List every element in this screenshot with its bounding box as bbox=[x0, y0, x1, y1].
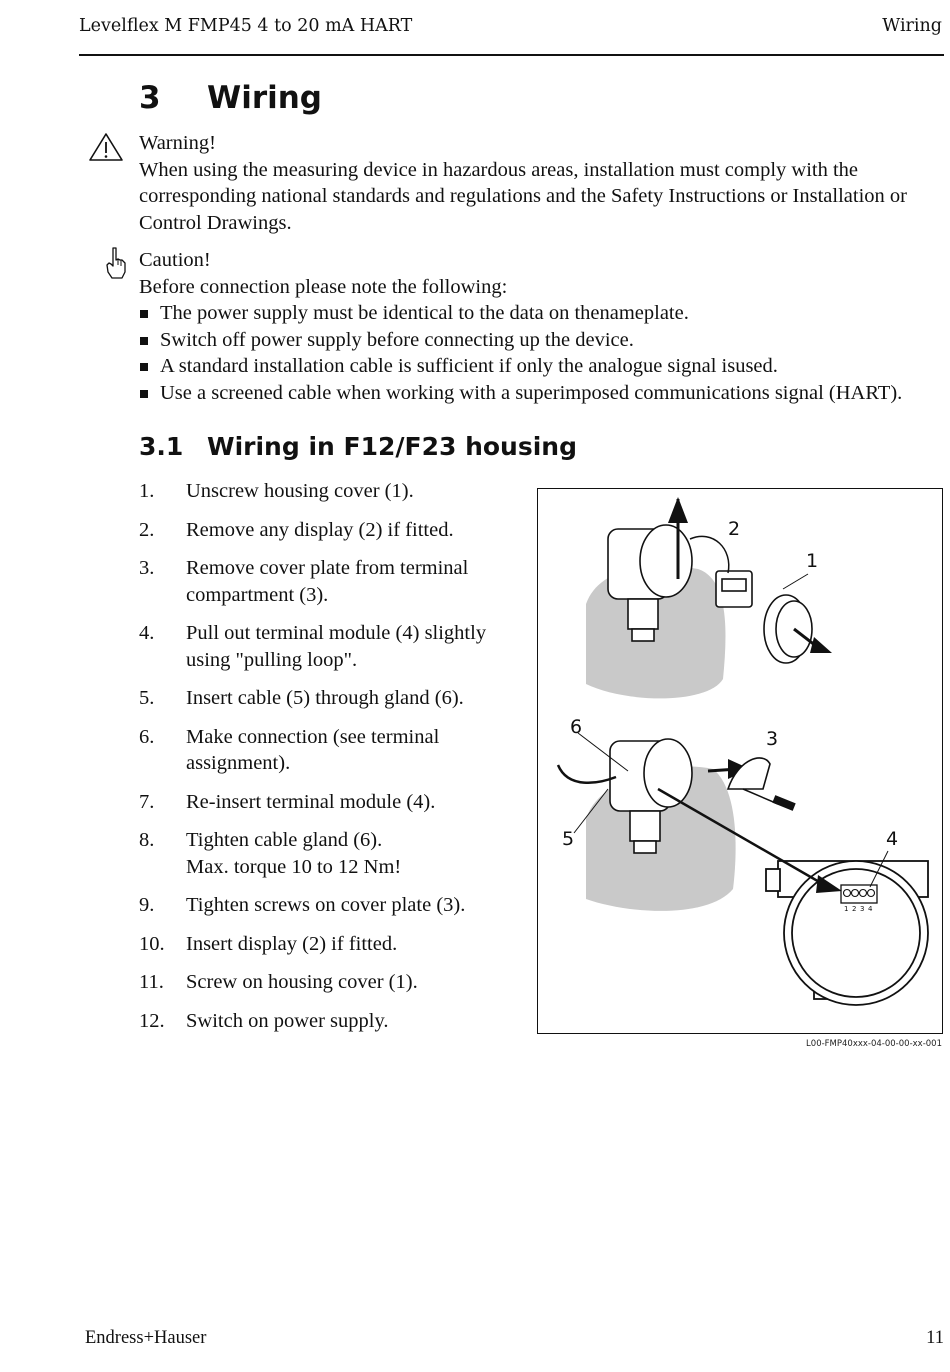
running-header-title: Levelflex M FMP45 4 to 20 mA HART bbox=[79, 16, 413, 36]
caution-intro: Before connection please note the following: bbox=[139, 275, 508, 298]
wiring-steps-list bbox=[139, 478, 519, 1046]
step-item: 1. Unscrew housing cover (1). bbox=[139, 480, 414, 502]
step-item: 5. Insert cable (5) through gland (6). bbox=[139, 687, 464, 709]
wiring-illustration bbox=[538, 489, 942, 1033]
display-module bbox=[716, 571, 752, 607]
section-heading bbox=[139, 432, 577, 461]
bullet-square-icon bbox=[140, 363, 148, 371]
chapter-number: 3 bbox=[139, 80, 161, 116]
caution-list bbox=[139, 300, 939, 406]
step-item: 11. Screw on housing cover (1). bbox=[139, 971, 418, 993]
caution-title: Caution! bbox=[139, 249, 211, 271]
list-item: Use a screened cable when working with a superimposed communications signal (HART). bbox=[139, 380, 939, 407]
wiring-figure bbox=[537, 488, 943, 1034]
step-item: 2. Remove any display (2) if fitted. bbox=[139, 518, 454, 541]
bullet-square-icon bbox=[140, 310, 148, 318]
housing-cover bbox=[764, 595, 812, 663]
list-item: A standard installation cable is sufficient if only the analogue signal isused. bbox=[139, 353, 939, 380]
bullet-square-icon bbox=[140, 390, 148, 398]
terminal-number-2: 2 bbox=[852, 905, 857, 913]
pointing-hand-icon bbox=[104, 246, 128, 280]
chapter-title: Wiring bbox=[207, 80, 322, 116]
step-item: 10. Insert display (2) if fitted. bbox=[139, 932, 398, 955]
warning-title: Warning! bbox=[139, 132, 216, 154]
step-item: 7. Re-insert terminal module (4). bbox=[139, 790, 436, 813]
list-item: Switch off power supply before connecting up the device. bbox=[139, 327, 939, 354]
figure-label-1: 1 bbox=[806, 550, 819, 572]
figure-label-2: 2 bbox=[728, 518, 741, 540]
figure-label-3: 3 bbox=[766, 728, 779, 750]
terminal-number-3: 3 bbox=[860, 905, 865, 913]
figure-label-6: 6 bbox=[570, 716, 583, 738]
terminal-number-1: 1 bbox=[844, 905, 849, 913]
figure-caption: L00-FMP40xxx-04-00-00-xx-001 bbox=[806, 1039, 942, 1049]
step-item: 8. Tighten cable gland (6). Max. torque 10 to 12 Nm! bbox=[139, 829, 402, 878]
step-item: 9. Tighten screws on cover plate (3). bbox=[139, 894, 466, 916]
warning-note bbox=[139, 130, 939, 236]
terminal-number-4: 4 bbox=[868, 905, 873, 913]
warning-triangle-icon bbox=[88, 132, 124, 162]
terminal-compartment bbox=[766, 861, 928, 1005]
bullet-square-icon bbox=[140, 337, 148, 345]
header-rule bbox=[79, 54, 944, 56]
list-item: The power supply must be identical to the data on thenameplate. bbox=[139, 300, 939, 327]
section-number: 3.1 bbox=[139, 432, 184, 461]
step-item: 3. Remove cover plate from terminal compartment (3). bbox=[139, 557, 469, 606]
footer-brand: Endress+Hauser bbox=[85, 1328, 207, 1348]
step-item: 12. Switch on power supply. bbox=[139, 1009, 389, 1032]
page-number: 11 bbox=[926, 1328, 944, 1348]
running-header-section: Wiring bbox=[882, 16, 942, 36]
figure-label-4: 4 bbox=[886, 828, 899, 850]
step-item: 6. Make connection (see terminal assignment). bbox=[139, 725, 440, 774]
warning-text: When using the measuring device in hazardous areas, installation must comply with the corresponding national standards and regulations and the Safety Instructions or Installation or Control Drawings. bbox=[139, 158, 907, 234]
section-title: Wiring in F12/F23 housing bbox=[207, 432, 577, 461]
caution-note bbox=[139, 247, 939, 406]
figure-label-5: 5 bbox=[562, 828, 575, 850]
step-item: 4. Pull out terminal module (4) slightly using "pulling loop". bbox=[139, 622, 487, 671]
chapter-heading bbox=[139, 80, 322, 116]
